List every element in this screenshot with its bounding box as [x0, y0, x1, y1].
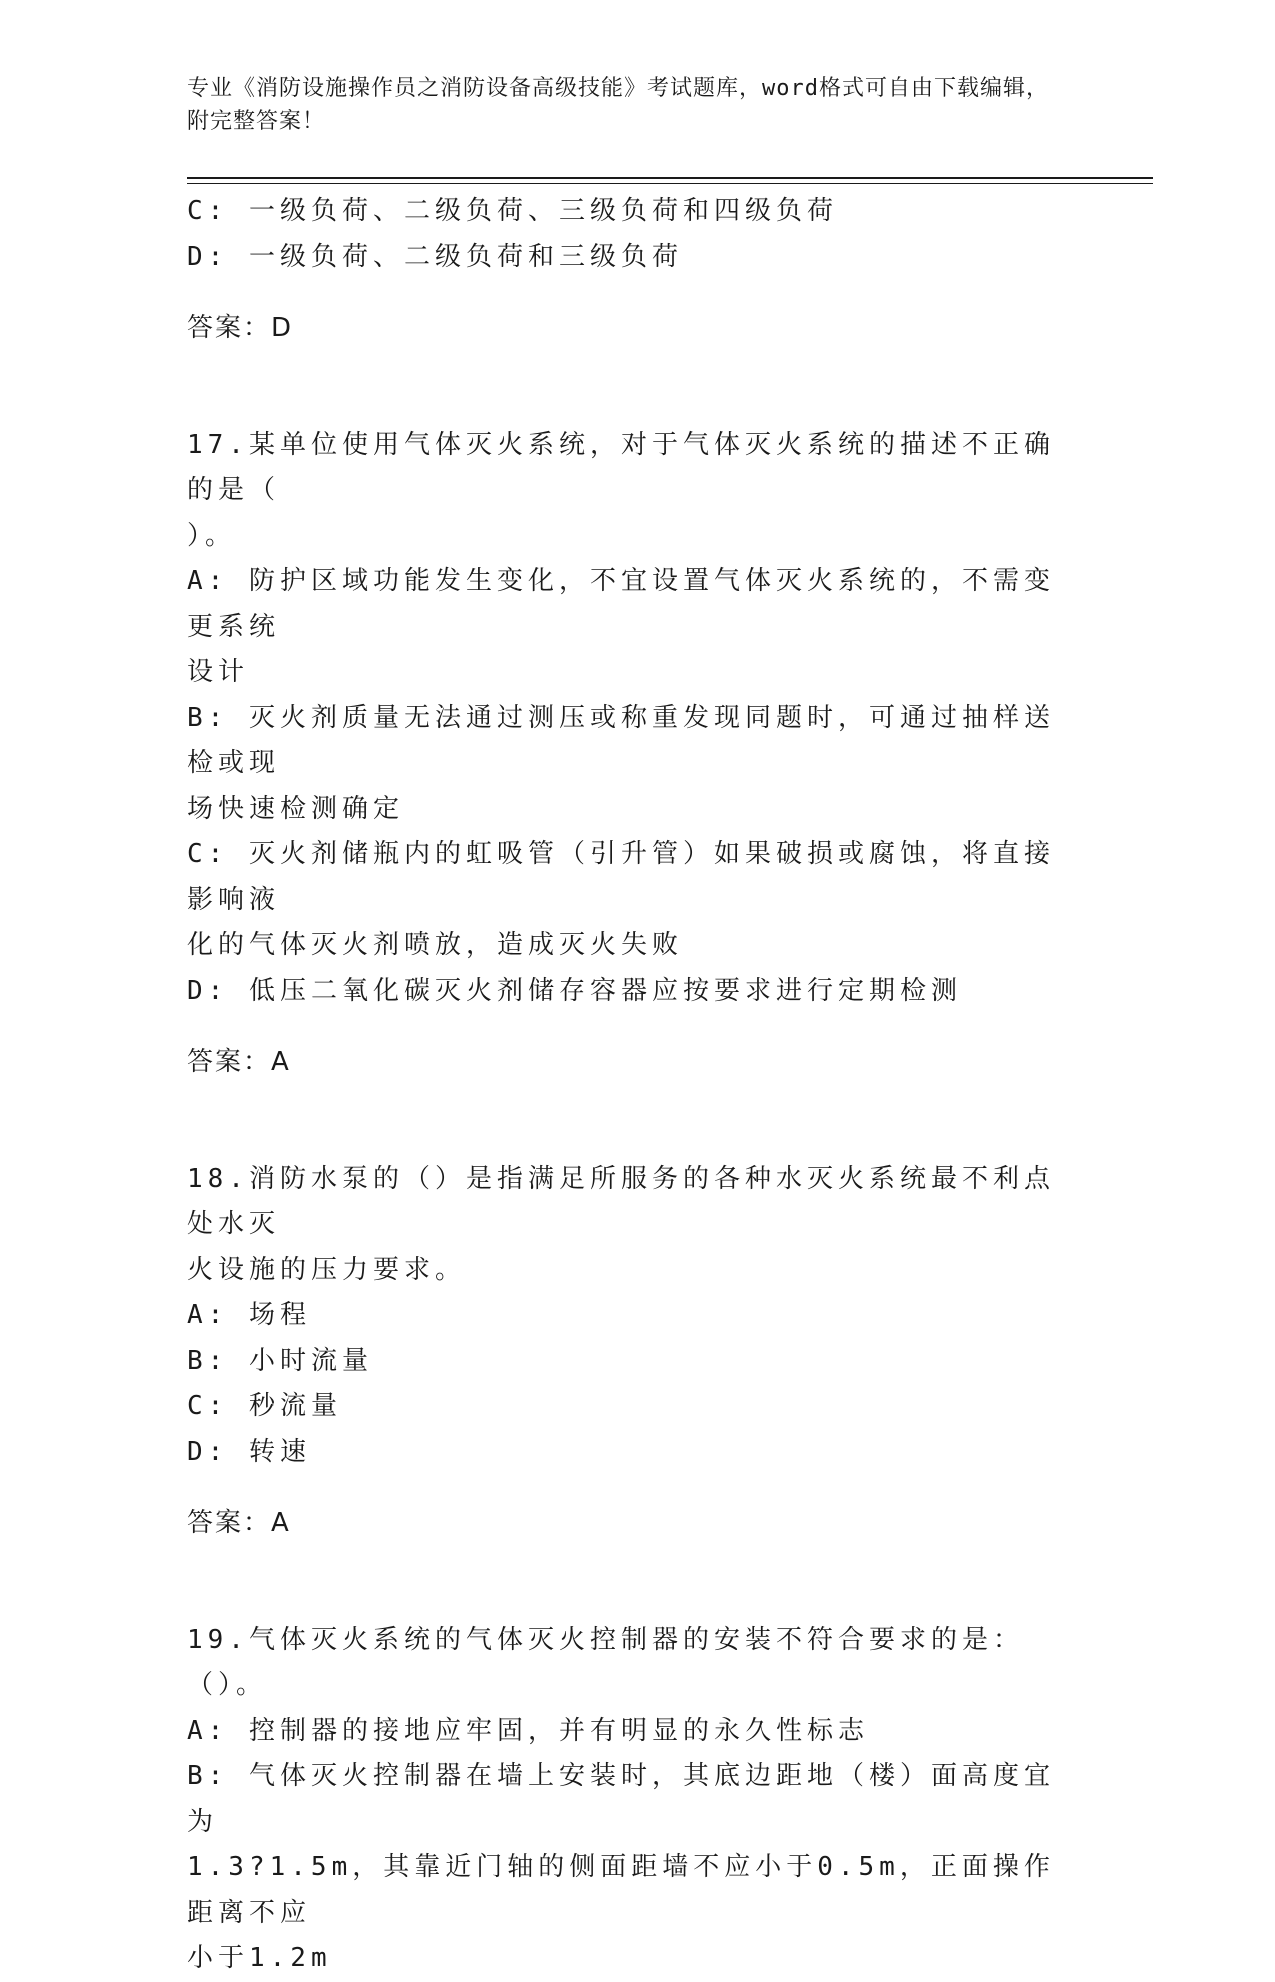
option-b-cont: 小于1.2m — [187, 1943, 332, 1973]
option-a: A: 控制器的接地应牢固，并有明显的永久性标志 — [187, 1715, 869, 1746]
option-a-cont: 设计 — [187, 657, 250, 687]
header-rule-thin — [187, 183, 1153, 184]
option-a: A: 场程 — [187, 1300, 311, 1330]
answer-line: 答案：A — [187, 1047, 291, 1077]
question-stem: 19.气体灭火系统的气体灭火控制器的安装不符合要求的是：（）。 — [187, 1624, 1024, 1700]
option-b: B: 灭火剂质量无法通过测压或称重发现同题时，可通过抽样送检或现 — [187, 702, 1055, 778]
option-c: C: 秒流量 — [187, 1391, 342, 1421]
question-block-16-tail — [187, 189, 1077, 352]
option-c: C: 一级负荷、二级负荷、三级负荷和四级负荷 — [187, 196, 838, 226]
option-d: D: 一级负荷、二级负荷和三级负荷 — [187, 241, 683, 272]
question-block-17 — [187, 423, 1077, 1086]
question-stem: 18.消防水泵的（）是指满足所服务的各种水灭火系统最不利点处水灭 — [187, 1163, 1055, 1239]
answer-line: 答案：D — [187, 313, 294, 343]
option-b-cont: 场快速检测确定 — [187, 793, 405, 824]
option-a: A: 防护区域功能发生变化，不宜设置气体灭火系统的，不需变更系统 — [187, 566, 1055, 642]
header-rule-thick — [187, 177, 1153, 179]
question-block-18 — [187, 1157, 1077, 1547]
block-gap — [187, 1573, 1077, 1618]
question-content — [187, 189, 1077, 1982]
option-d: D: 低压二氧化碳灭火剂储存容器应按要求进行定期检测 — [187, 975, 962, 1006]
document-header: 专业《消防设施操作员之消防设备高级技能》考试题库，word格式可自由下载编辑，附完整答案！ — [187, 76, 1049, 134]
question-block-19 — [187, 1618, 1077, 1982]
option-c-cont: 化的气体灭火剂喷放，造成灭火失败 — [187, 930, 684, 960]
question-stem-cont: ）。 — [187, 520, 237, 551]
answer-line: 答案：A — [187, 1508, 291, 1538]
block-gap — [187, 378, 1077, 423]
question-stem: 17.某单位使用气体灭火系统，对于气体灭火系统的描述不正确的是（ — [187, 429, 1055, 505]
option-b-cont: 1.3?1.5m，其靠近门轴的侧面距墙不应小于0.5m，正面操作距离不应 — [187, 1852, 1055, 1928]
option-c: C: 灭火剂储瓶内的虹吸管（引升管）如果破损或腐蚀，将直接影响液 — [187, 839, 1055, 915]
option-b: B: 气体灭火控制器在墙上安装时，其底边距地（楼）面高度宜为 — [187, 1761, 1055, 1837]
block-gap — [187, 1112, 1077, 1157]
question-stem-cont: 火设施的压力要求。 — [187, 1254, 467, 1285]
option-b: B: 小时流量 — [187, 1345, 373, 1376]
option-d: D: 转速 — [187, 1436, 311, 1467]
